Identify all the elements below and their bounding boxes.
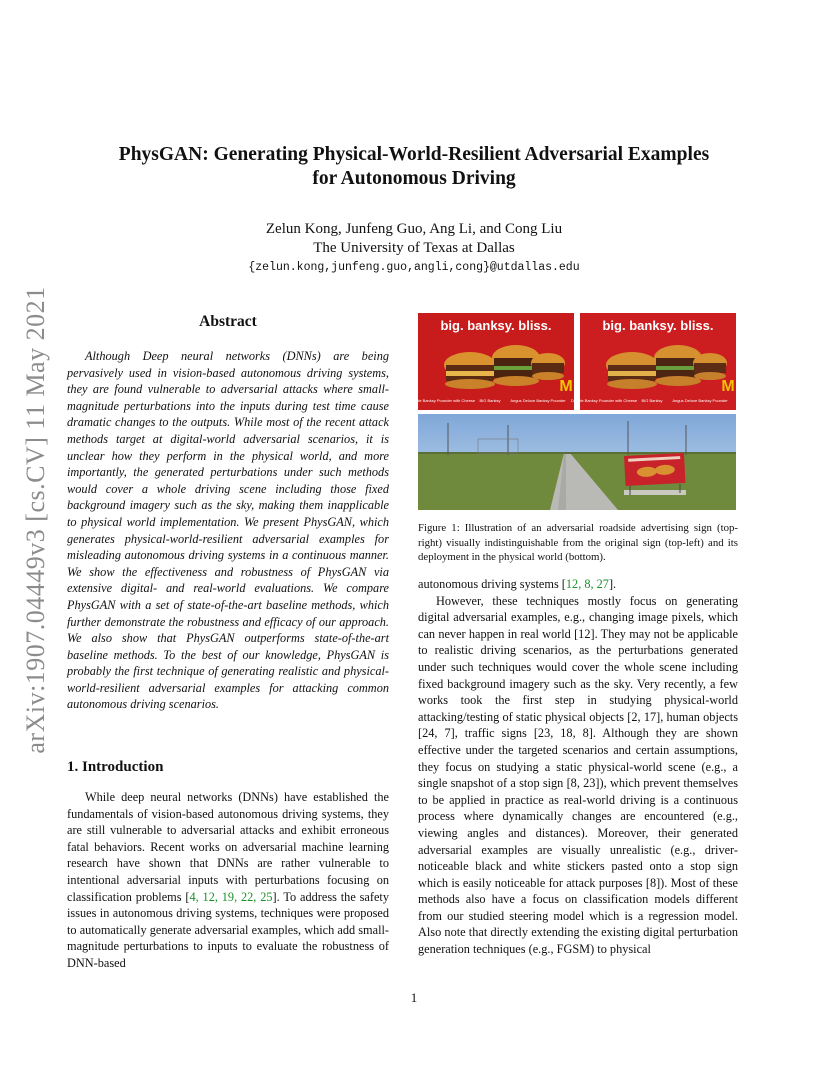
arxiv-id: arXiv:1907.04449v3 [cs.CV] 11 May 2021 bbox=[21, 286, 50, 754]
svg-text:Angus Deluxe Banksy Pounder: Angus Deluxe Banksy Pounder bbox=[510, 398, 566, 403]
authors: Zelun Kong, Junfeng Guo, Ang Li, and Cong Liu bbox=[265, 221, 563, 237]
figure-1-caption: Figure 1: Illustration of an adversarial roadside advertising sign (top-right) visually indistinguishable from the original sign (top-left) and its deployment in the physical world (bottom). bbox=[418, 522, 738, 564]
svg-text:M: M bbox=[559, 378, 573, 395]
svg-text:Double Banksy Pounder with Che: Double Banksy Pounder with Cheese bbox=[570, 398, 638, 403]
svg-text:M: M bbox=[721, 378, 735, 395]
figure-1-illustration bbox=[408, 313, 736, 510]
author-email: {zelun.kong,junfeng.guo,angli,cong}@utdallas.edu bbox=[248, 261, 580, 274]
original-ad-sign bbox=[409, 313, 574, 410]
introduction-paragraph: While deep neural networks (DNNs) have established the fundamentals of vision-based autonomous driving systems, they are still vulnerable to adversarial attacks and exhibit erroneous fatal behaviors. Recent works on adversarial machine learning research have shown that DNNs are rather vulnerable to intentional adversarial inputs with perturbations focusing on classification problems [4, 12, 19, 22, 25]. To address the safety issues in autonomous driving systems, techniques were proposed to automatically generate adversarial examples, which add small-magnitude perturbations to inputs to evaluate the robustness of DNN-based bbox=[67, 790, 389, 970]
svg-text:Angus Deluxe Banksy Pounder: Angus Deluxe Banksy Pounder bbox=[672, 398, 728, 403]
citation-link[interactable]: 12, 8, 27 bbox=[565, 577, 609, 591]
svg-text:BIG Banksy: BIG Banksy bbox=[479, 398, 501, 403]
section-heading-introduction: 1. Introduction bbox=[67, 759, 164, 775]
abstract-text: Although Deep neural networks (DNNs) are being pervasively used in vision-based autonomous driving systems, they are found vulnerable to adversarial attacks where small-magnitude perturbations into the inputs during test time cause dramatic changes to the outputs. While most of the recent attack methods target at digital-world adversarial scenarios, it is unclear how they perform in the physical world, and more importantly, the generated perturbations under such methods would cover a whole driving scene including those fixed background imagery such as the sky, making them inapplicable to physical world implementation. We present PhysGAN, which generates physical-world-resilient adversarial examples for misleading autonomous driving systems in a continuous manner. We show the effectiveness and robustness of PhysGAN via extensive digital- and real-world evaluations. We compare PhysGAN with a set of state-of-the-art baseline methods, which further demonstrate the robustness and efficacy of our approach. We also show that PhysGAN outperforms state-of-the-art baseline methods. To the best of our knowledge, PhysGAN is probably the first technique of generating realistic and physical-world-resilient adversarial examples for attacking common autonomous driving scenarios. bbox=[67, 349, 389, 712]
paper-title: PhysGAN: Generating Physical-World-Resilient Adversarial Examples for Autonomous Driving bbox=[118, 144, 710, 189]
affiliation: The University of Texas at Dallas bbox=[313, 240, 515, 256]
ad-slogan: big. banksy. bliss. bbox=[602, 318, 714, 333]
arxiv-sidebar-stamp bbox=[6, 280, 66, 760]
page-number: 1 bbox=[410, 990, 418, 1005]
citation-link[interactable]: 4, 12, 19, 22, 25 bbox=[189, 889, 273, 904]
abstract-heading: Abstract bbox=[199, 313, 257, 330]
figure-1 bbox=[408, 313, 736, 510]
introduction-continued: autonomous driving systems [12, 8, 27]. However, these techniques mostly focus on generating digital adversarial examples, e.g., changing image pixels, which can never happen in real world [12]. They may not be applicable to realistic driving scenarios, as the perturbations generated under such techniques would cover the whole scene including fixed background imagery such as the sky. Very recently, a few works took the first step in studying physical-world attacking/testing of static physical objects [2, 17], human objects [24, 7], traffic signs [23, 18, 8]. Although they are shown effective under the targeted scenarios and certain assumptions, they focus on studying a static physical-world scene (e.g., a single snapshot of a stop sign [8, 23]), which prevent themselves to be applied in practice as real-world driving is a continuous process where dynamically changes are encountered (e.g., viewing angles and distances). Moreover, their generated adversarial examples are visually unrealistic (e.g., driver-noticeable black and white stickers pasted onto a stop sign which is easily noticeable for attack purposes [8]). Most of these methods also have a focus on classification models different from our studied steering model which is a regression model. Also note that directly extending the existing digital perturbation generation techniques (e.g., FGSM) to physical bbox=[418, 577, 738, 957]
paragraph-2: However, these techniques mostly focus on generating digital adversarial examples, e.g., changing image pixels, which can never happen in real world [12]. They may not be applicable to realistic driving scenarios, as the perturbations generated under such techniques would cover the whole scene including fixed background imagery such as the sky. Very recently, a few works took the first step in studying physical-world attacking/testing of static physical objects [2, 17], human objects [24, 7], traffic signs [23, 18, 8]. Although they are shown effective under the targeted scenarios and certain assumptions, they focus on studying a static physical-world scene (e.g., a single snapshot of a stop sign [8, 23]), which prevent themselves to be applied in practice as real-world driving is a continuous process where dynamically changes are encountered (e.g., viewing angles and distances). Moreover, their generated adversarial examples are visually unrealistic (e.g., driver-noticeable black and white stickers pasted onto a stop sign which is easily noticeable for attack purposes [8]). Most of these methods also have a focus on classification models different from our studied steering model which is a regression model. Also note that directly extending the existing digital perturbation generation techniques (e.g., FGSM) to physical bbox=[418, 593, 738, 957]
adversarial-ad-sign bbox=[571, 313, 736, 410]
svg-text:Double Banksy Pounder with Che: Double Banksy Pounder with Cheese bbox=[408, 398, 476, 403]
author-block bbox=[80, 220, 748, 258]
ad-slogan: big. banksy. bliss. bbox=[440, 318, 552, 333]
svg-text:BIG Banksy: BIG Banksy bbox=[641, 398, 663, 403]
road-scene-photo bbox=[418, 414, 736, 510]
